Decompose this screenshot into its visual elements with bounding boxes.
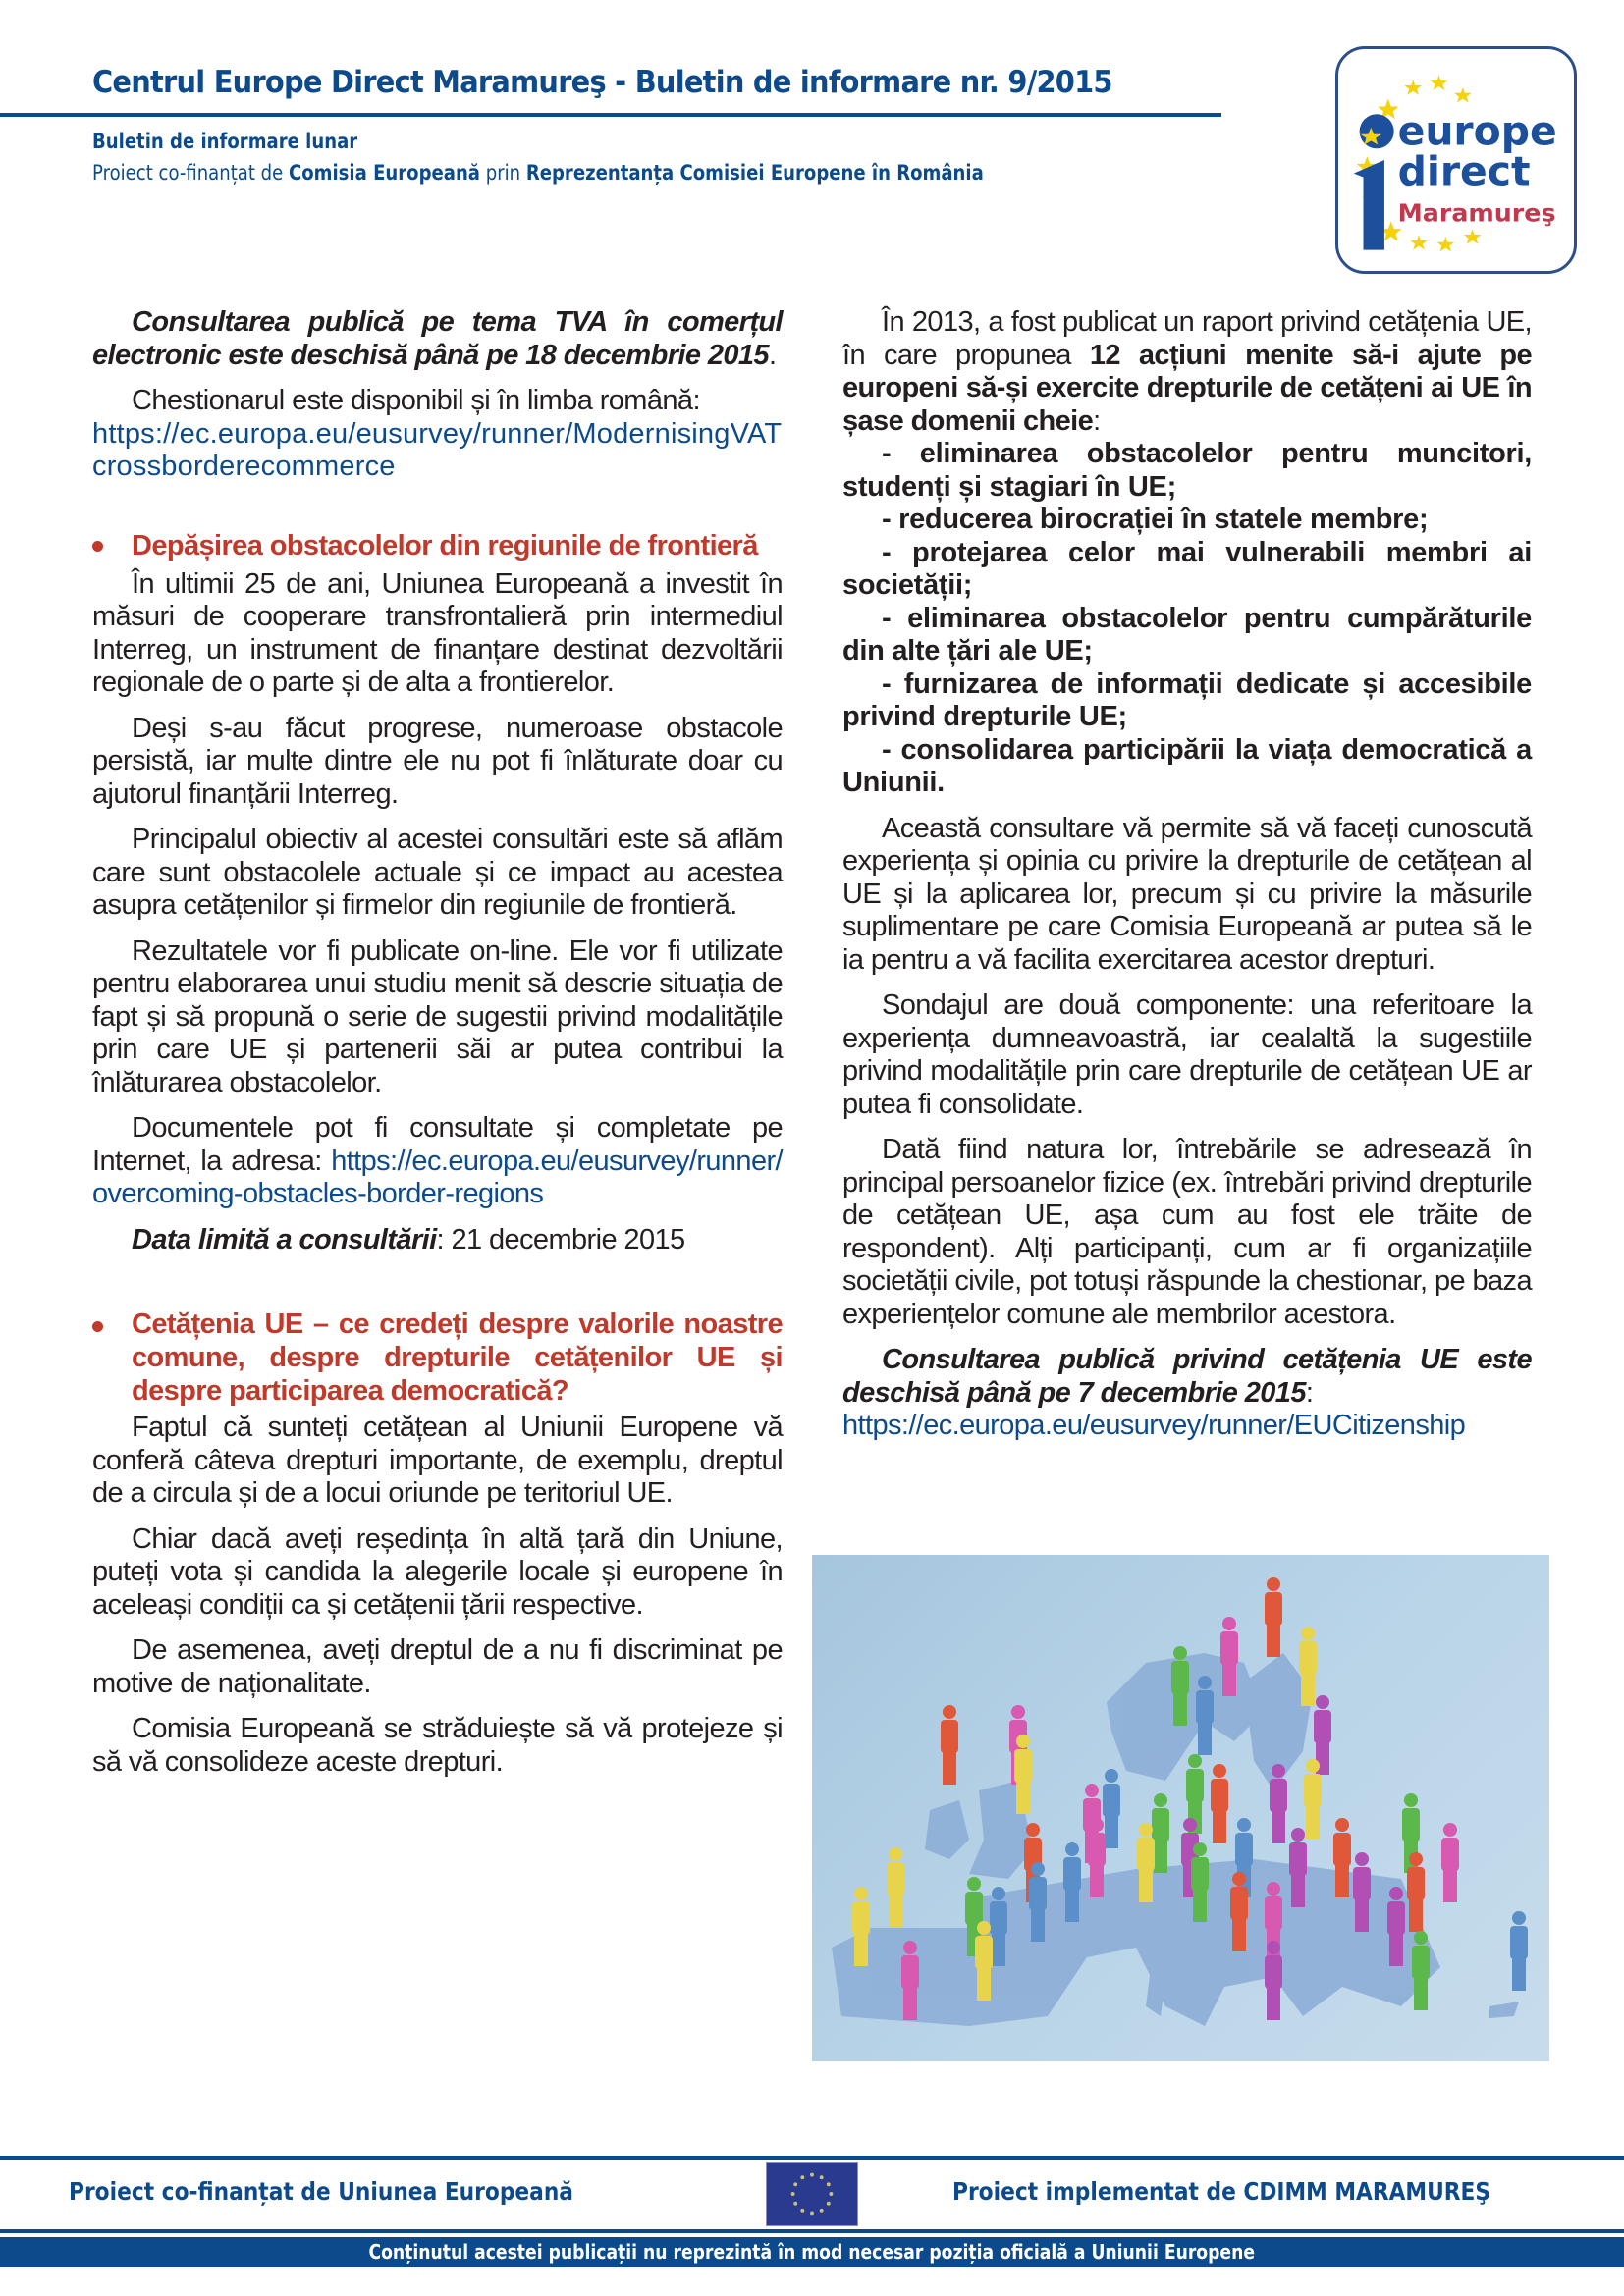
section-heading-text: Depășirea obstacolelor din regiunile de frontieră — [132, 529, 758, 561]
section-heading-eu-citizenship — [92, 1308, 783, 1408]
closing-paragraph — [842, 1344, 1532, 1410]
paragraph: În ultimii 25 de ani, Uniunea Europeană a investit în măsuri de cooperare transfrontalieră prin intermediul Interreg, un instrument de finanțare destinat dezvoltării regionale de o parte și de alta a frontierelor. — [92, 567, 783, 698]
paragraph: De asemenea, aveți dreptul de a nu fi discriminat pe motive de naționalitate. — [92, 1634, 783, 1699]
report-intro — [842, 306, 1532, 438]
deadline-label: Data limită a consultării — [132, 1223, 437, 1255]
action-item: - consolidarea participării la viața democratică a Uniunii. — [842, 733, 1532, 798]
section-heading-border-regions — [92, 527, 783, 564]
header-divider — [0, 113, 1221, 117]
action-item: - eliminarea obstacolelor pentru muncitori, studenți și stagiari în UE; — [842, 438, 1532, 503]
person-figure — [1299, 1627, 1317, 1706]
eu-flag-stars-icon — [767, 2163, 857, 2225]
person-figure — [1220, 1617, 1238, 1696]
person-figure — [1265, 1577, 1282, 1657]
logo-europe-text: europe — [1397, 107, 1557, 155]
eu-star-icon — [791, 2192, 795, 2196]
eu-star-icon — [827, 2202, 831, 2206]
person-figure — [1063, 1842, 1081, 1922]
action-item: - eliminarea obstacolelor pentru cumpărăturile din alte țări ale UE; — [842, 602, 1532, 667]
tva-intro-bold: Consultarea publică pe tema TVA în comerțul electronic este deschisă până pe 18 decembrie 2015 — [92, 306, 783, 371]
footer-divider-mid — [0, 2229, 1624, 2233]
footer-implemented: Proiect implementat de CDIMM MARAMUREŞ — [952, 2177, 1491, 2206]
footer-divider-top — [0, 2156, 1624, 2160]
bullet-icon — [92, 541, 103, 552]
eu-flag-icon — [766, 2162, 858, 2226]
footer-cofinanced: Proiect co-finanțat de Uniunea Europeană — [69, 2177, 573, 2206]
action-item: - reducerea birocrației în statele membre; — [882, 504, 1429, 535]
tva-link-paragraph — [92, 418, 783, 484]
europe-map-people-image — [812, 1555, 1549, 2061]
closing-bold: Consultarea publică privind cetățenia UE este deschisă până pe 7 decembrie 2015 — [842, 1344, 1532, 1409]
deadline-value: : 21 decembrie 2015 — [436, 1223, 685, 1255]
paragraph: Comisia Europeană se străduiește să vă protejeze și să vă consolideze aceste drepturi. — [92, 1713, 783, 1778]
funding-representation: Reprezentanța Comisiei Europene în România — [525, 161, 984, 185]
footer-disclaimer: Conținutul acestei publicații nu reprezintă în mod necesar poziția oficială a Uniunii Europene — [368, 2240, 1256, 2264]
funding-prefix: Proiect co-finanțat de — [92, 161, 289, 185]
info-stem-icon — [1354, 160, 1384, 250]
newsletter-subtitle: Buletin de informare lunar — [92, 130, 358, 153]
paragraph: Chiar dacă aveți reședința în altă țară din Uniune, puteți vota și candida la alegerile locale și europene în aceleași condiții ca și cetățenii țării respective. — [92, 1522, 783, 1621]
person-figure — [941, 1705, 958, 1785]
eu-star-icon — [820, 2209, 824, 2213]
action-item: - protejarea celor mai vulnerabili membri ai societății; — [842, 536, 1532, 601]
funding-mid: prin — [479, 161, 526, 185]
person-figure — [1510, 1911, 1528, 1991]
eu-star-icon — [800, 2209, 804, 2213]
bullet-icon — [92, 1321, 103, 1332]
report-intro-end: : — [1093, 404, 1101, 437]
person-figure — [1333, 1818, 1351, 1897]
left-column — [92, 306, 783, 1791]
eu-star-icon — [810, 2173, 814, 2177]
paragraph: Această consultare vă permite să vă faceți cunoscută experiența și opinia cu privire la drepturile de cetățean al UE și la aplicarea lor, precum și cu privire la măsurile suplimentare pe care Comisia Europeană ar putea să le ia pentru a vă facilita exercitarea acestor drepturi. — [842, 812, 1532, 976]
paragraph: Principalul obiectiv al acestei consultări este să aflăm care sunt obstacolele actuale și ce impact au acestea asupra cetățenilor și firmelor din regiunile de frontieră. — [92, 824, 783, 921]
person-figure — [852, 1887, 870, 1966]
logo-direct-text: direct — [1397, 147, 1531, 195]
europe-map-illustration — [812, 1555, 1549, 2061]
eu-star-icon — [793, 2182, 797, 2186]
paragraph: Sondajul are două componente: una referitoare la experiența dumneavoastră, iar cealaltă la sugestiile privind modalitățile prin care drepturile de cetățean UE ar putea fi consolidate. — [842, 989, 1532, 1120]
person-figure — [887, 1847, 904, 1927]
closing-end: : — [1305, 1376, 1314, 1409]
report-intro-text: În 2013, a fost publicat un raport privind cetățenia UE, în care propunea — [842, 306, 1532, 371]
funding-org: Comisia Europeană — [288, 161, 480, 185]
paragraph: Rezultatele vor fi publicate on-line. Ele vor fi utilizate pentru elaborarea unui studiu menit să descrie situația de fapt și să propună o serie de sugestii privind modalitățile prin care UE și partenerii săi ar putea contribui la înlăturarea obstacolelor. — [92, 934, 783, 1098]
paragraph: Dată fiind natura lor, întrebările se adresează în principal persoanelor fizice (ex. întrebări privind drepturile de cetățean UE, așa cum au fost ele trăite de respondent). Alți participanți, cum ar fi organizațiile societății civile, pot totuși răspunde la chestionar, pe baza experiențelor comune ale membrilor acestora. — [842, 1134, 1532, 1330]
paragraph: Faptul că sunteți cetățean al Uniunii Europene vă conferă câteva drepturi importante, de exemplu, dreptul de a circula și de a locui oriunde pe teritoriul UE. — [92, 1412, 783, 1509]
funding-line — [92, 161, 984, 185]
europe-direct-logo — [1335, 46, 1577, 274]
eu-star-icon — [800, 2175, 804, 2179]
eu-citizenship-survey-link[interactable]: https://ec.europa.eu/eusurvey/runner/EUCitizenship — [842, 1410, 1466, 1441]
eu-star-icon — [810, 2211, 814, 2215]
deadline-paragraph — [92, 1224, 783, 1257]
action-item: - furnizarea de informații dedicate și accesibile privind drepturile UE; — [842, 667, 1532, 732]
tva-intro — [92, 306, 783, 372]
documents-paragraph — [92, 1112, 783, 1211]
newsletter-title: Centrul Europe Direct Maramureş - Buletin de informare nr. 9/2015 — [92, 65, 1112, 100]
tva-questionnaire: Chestionarul este disponibil și în limba română: — [132, 385, 700, 416]
europe-direct-logo-graphic — [1338, 49, 1574, 271]
right-column — [842, 306, 1532, 1456]
section-heading-text: Cetățenia UE – ce credeți despre valorile noastre comune, despre drepturile cetățenilor UE și despre participarea democratică? — [132, 1308, 783, 1407]
footer-disclaimer-band — [0, 2237, 1624, 2267]
person-figure — [1211, 1764, 1228, 1843]
person-figure — [1441, 1823, 1459, 1902]
paragraph: Deși s-au făcut progrese, numeroase obstacole persistă, iar multe dintre ele nu pot fi înlăturate doar cu ajutorul finanțării Interreg. — [92, 712, 783, 810]
report-intro-bold: 12 acțiuni menite să-i ajute pe europeni să-și exercite drepturile de cetățeni ai UE în șase domenii cheie — [842, 339, 1532, 437]
documents-text: Documentele pot fi consultate și completate pe Internet, la adresa: — [92, 1112, 783, 1177]
logo-region-text: Maramureş — [1397, 197, 1556, 228]
person-figure — [1353, 1852, 1371, 1932]
tva-survey-link[interactable]: https://ec.europa.eu/eusurvey/runner/ModernisingVATcrossborderecommerce — [92, 417, 783, 482]
eu-star-icon — [829, 2192, 833, 2196]
tva-intro-end: . — [768, 339, 777, 371]
eu-star-icon — [820, 2175, 824, 2179]
border-regions-survey-link[interactable]: https://ec.europa.eu/eusurvey/runner/overcoming-obstacles-border-regions — [92, 1145, 783, 1209]
person-figure — [1289, 1828, 1307, 1907]
eu-star-icon — [793, 2202, 797, 2206]
eu-star-icon — [827, 2182, 831, 2186]
closing-link-paragraph — [842, 1410, 1532, 1443]
